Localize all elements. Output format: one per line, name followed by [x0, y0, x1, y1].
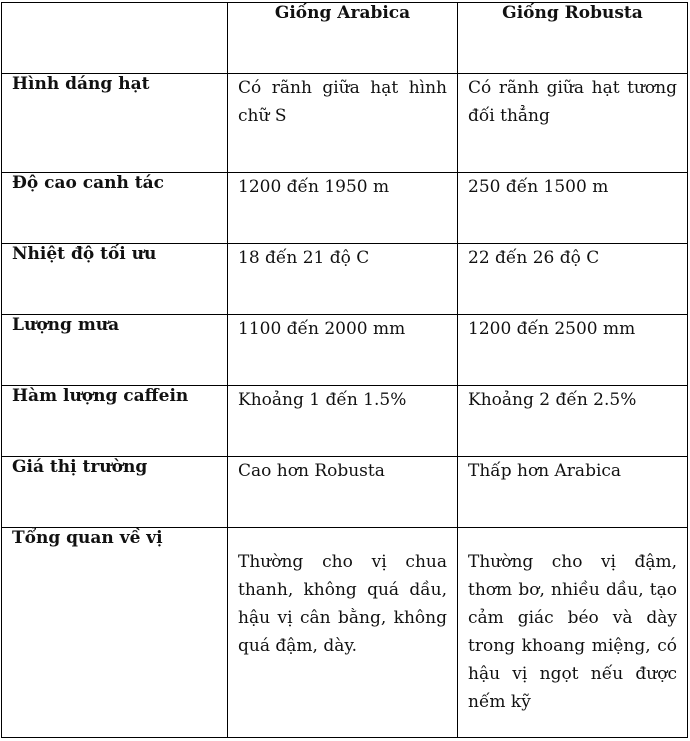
header-arabica: Giống Arabica	[228, 3, 458, 74]
row-label: Hàm lượng caffein	[2, 386, 228, 457]
robusta-cell: Có rãnh giữa hạt tương đối thẳng	[458, 74, 688, 173]
table-row	[2, 457, 688, 528]
table-row	[2, 173, 688, 244]
table-header-row	[2, 3, 688, 74]
arabica-cell: Khoảng 1 đến 1.5%	[228, 386, 458, 457]
arabica-cell: Có rãnh giữa hạt hình chữ S	[228, 74, 458, 173]
table-row	[2, 528, 688, 738]
row-label: Hình dáng hạt	[2, 74, 228, 173]
table-row	[2, 244, 688, 315]
arabica-cell: 18 đến 21 độ C	[228, 244, 458, 315]
robusta-cell: Khoảng 2 đến 2.5%	[458, 386, 688, 457]
header-robusta: Giống Robusta	[458, 3, 688, 74]
robusta-cell: 22 đến 26 độ C	[458, 244, 688, 315]
header-empty	[2, 3, 228, 74]
arabica-cell: 1200 đến 1950 m	[228, 173, 458, 244]
comparison-table	[1, 2, 688, 738]
row-label: Lượng mưa	[2, 315, 228, 386]
arabica-cell: Thường cho vị chua thanh, không quá dầu, hậu vị cân bằng, không quá đậm, dày.	[228, 528, 458, 738]
arabica-cell: Cao hơn Robusta	[228, 457, 458, 528]
row-label: Độ cao canh tác	[2, 173, 228, 244]
row-label: Nhiệt độ tối ưu	[2, 244, 228, 315]
table-row	[2, 386, 688, 457]
robusta-cell: 1200 đến 2500 mm	[458, 315, 688, 386]
robusta-cell: Thường cho vị đậm, thơm bơ, nhiều dầu, tạo cảm giác béo và dày trong khoang miệng, có hậu vị ngọt nếu được nếm kỹ	[458, 528, 688, 738]
row-label: Tổng quan về vị	[2, 528, 228, 738]
robusta-cell: Thấp hơn Arabica	[458, 457, 688, 528]
arabica-cell: 1100 đến 2000 mm	[228, 315, 458, 386]
table-row	[2, 74, 688, 173]
row-label: Giá thị trường	[2, 457, 228, 528]
table-row	[2, 315, 688, 386]
robusta-cell: 250 đến 1500 m	[458, 173, 688, 244]
